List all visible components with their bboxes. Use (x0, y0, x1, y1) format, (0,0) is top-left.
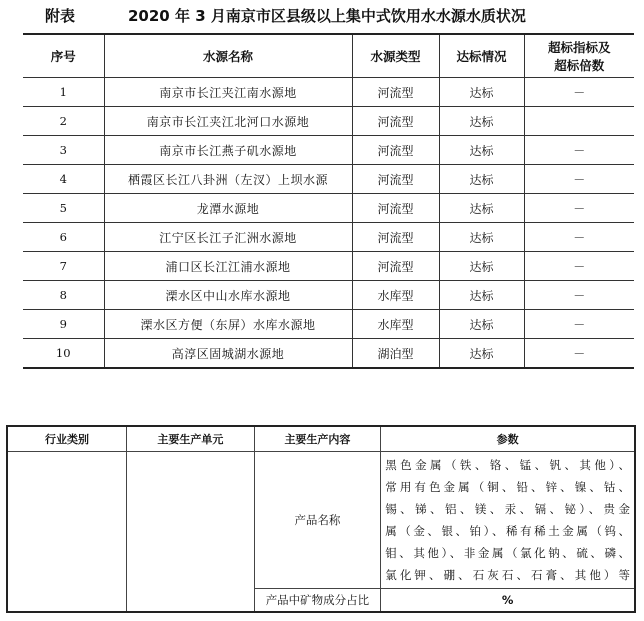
cell-no: 6 (23, 223, 104, 252)
cell-status: 达标 (439, 339, 524, 369)
cell-no: 10 (23, 339, 104, 369)
header-exceed-line1: 超标指标及 (547, 40, 611, 55)
table-row (23, 310, 634, 339)
cell-name: 龙潭水源地 (104, 194, 352, 223)
cell-mineral-param: % (381, 589, 635, 613)
cell-name: 南京市长江夹江北河口水源地 (104, 107, 352, 136)
cell-status: 达标 (439, 252, 524, 281)
cell-name: 栖霞区长江八卦洲（左汊）上坝水源 (104, 165, 352, 194)
table-row (23, 194, 634, 223)
header-content: 主要生产内容 (254, 426, 381, 452)
cell-no: 7 (23, 252, 104, 281)
param-line: 锡、锑、铝、镁、汞、镉、铋）、贵金 (385, 502, 630, 516)
cell-exceed: － (524, 165, 634, 194)
header-type: 水源类型 (352, 34, 439, 78)
cell-name: 江宁区长江子汇洲水源地 (104, 223, 352, 252)
water-quality-table (23, 33, 634, 369)
cell-exceed: － (524, 78, 634, 107)
cell-product-param (381, 452, 635, 589)
table-row (23, 78, 634, 107)
caption-title: 2020 年 3 月南京市区县级以上集中式饮用水水源水质状况 (128, 7, 526, 25)
cell-no: 1 (23, 78, 104, 107)
cell-unit (127, 452, 255, 613)
cell-no: 2 (23, 107, 104, 136)
header-exceed-line2: 超标倍数 (554, 58, 605, 73)
cell-type: 河流型 (352, 252, 439, 281)
cell-type: 河流型 (352, 78, 439, 107)
cell-name: 南京市长江燕子矶水源地 (104, 136, 352, 165)
cell-status: 达标 (439, 136, 524, 165)
table-header-row (7, 426, 635, 452)
table-caption (0, 0, 644, 30)
cell-name: 浦口区长江江浦水源地 (104, 252, 352, 281)
cell-type: 河流型 (352, 194, 439, 223)
header-exceed (524, 34, 634, 78)
header-no: 序号 (23, 34, 104, 78)
cell-type: 河流型 (352, 107, 439, 136)
cell-exceed: － (524, 223, 634, 252)
cell-status: 达标 (439, 107, 524, 136)
cell-status: 达标 (439, 281, 524, 310)
cell-exceed: － (524, 194, 634, 223)
cell-no: 3 (23, 136, 104, 165)
cell-name: 溧水区中山水库水源地 (104, 281, 352, 310)
table-header-row (23, 34, 634, 78)
cell-exceed: － (524, 136, 634, 165)
cell-type: 河流型 (352, 136, 439, 165)
cell-status: 达标 (439, 78, 524, 107)
header-status: 达标情况 (439, 34, 524, 78)
table-row (23, 165, 634, 194)
header-unit: 主要生产单元 (127, 426, 255, 452)
table-row (7, 452, 635, 589)
cell-mineral-ratio: 产品中矿物成分占比 (254, 589, 381, 613)
cell-status: 达标 (439, 194, 524, 223)
cell-no: 8 (23, 281, 104, 310)
cell-type: 水库型 (352, 310, 439, 339)
cell-product-name: 产品名称 (254, 452, 381, 589)
param-line: 属（金、银、铂）、稀有稀土金属（钨、 (385, 524, 630, 538)
param-line: 黑色金属（铁、铬、锰、钒、其他）、 (385, 458, 630, 472)
cell-name: 南京市长江夹江南水源地 (104, 78, 352, 107)
cell-industry (7, 452, 127, 613)
cell-type: 湖泊型 (352, 339, 439, 369)
param-line: 常用有色金属（铜、铅、锌、镍、钴、 (385, 480, 630, 494)
cell-name: 高淳区固城湖水源地 (104, 339, 352, 369)
cell-no: 5 (23, 194, 104, 223)
cell-exceed: － (524, 281, 634, 310)
cell-exceed: － (524, 252, 634, 281)
param-line: 钼、其他）、非金属（氯化钠、硫、磷、 (385, 546, 630, 560)
header-name: 水源名称 (104, 34, 352, 78)
table-row (23, 136, 634, 165)
param-line: 氯化钾、硼、石灰石、石膏、其他）等 (385, 568, 630, 582)
cell-name: 溧水区方便（东屏）水库水源地 (104, 310, 352, 339)
cell-status: 达标 (439, 165, 524, 194)
table-row (23, 339, 634, 369)
cell-status: 达标 (439, 223, 524, 252)
cell-type: 水库型 (352, 281, 439, 310)
header-industry: 行业类别 (7, 426, 127, 452)
caption-label: 附表 (45, 7, 76, 25)
production-table (6, 425, 636, 613)
table-row (23, 252, 634, 281)
table-row (23, 281, 634, 310)
cell-no: 4 (23, 165, 104, 194)
cell-type: 河流型 (352, 165, 439, 194)
table-row (23, 107, 634, 136)
cell-type: 河流型 (352, 223, 439, 252)
cell-status: 达标 (439, 310, 524, 339)
header-param: 参数 (381, 426, 635, 452)
cell-no: 9 (23, 310, 104, 339)
cell-exceed: － (524, 310, 634, 339)
cell-exceed: － (524, 339, 634, 369)
table-row (23, 223, 634, 252)
cell-exceed (524, 107, 634, 136)
